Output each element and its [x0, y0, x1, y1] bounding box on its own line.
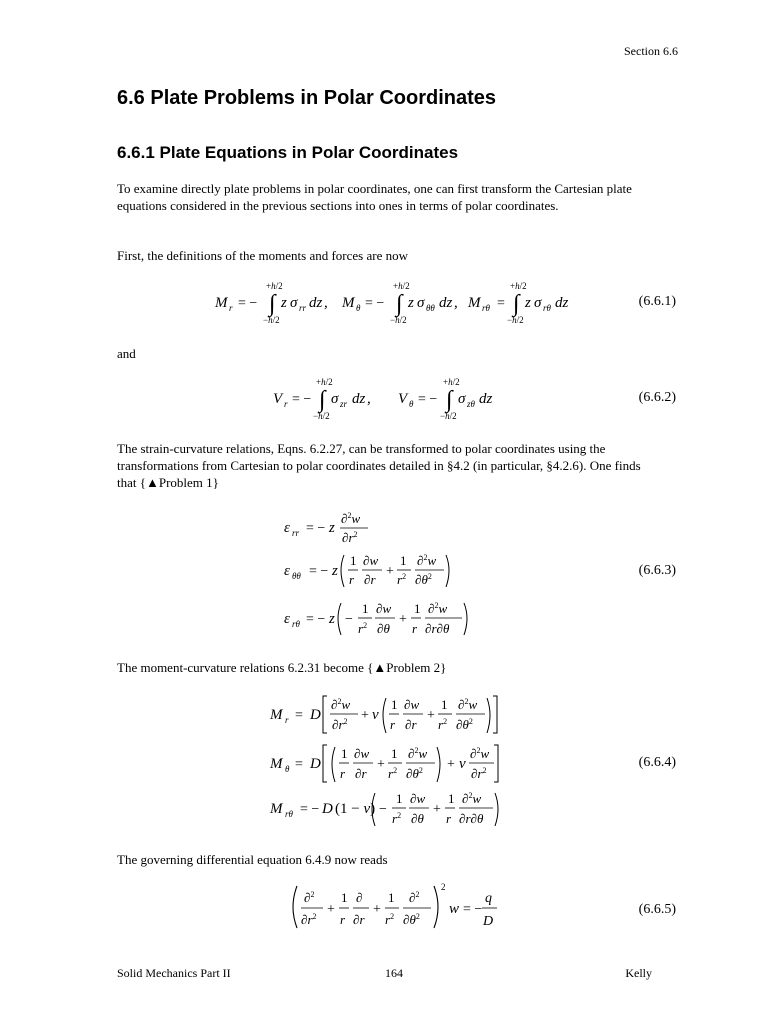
svg-text:V: V [398, 391, 408, 407]
svg-text:∫: ∫ [513, 291, 520, 317]
svg-text:∂r2: $\partial r^2$ [471, 766, 487, 781]
svg-text:1: 1 [350, 553, 357, 568]
svg-text:−: − [379, 802, 387, 817]
svg-text:∂r2: $\partial r^2$ [301, 912, 317, 927]
definitions-paragraph: First, the definitions of the moments and forces are now [117, 248, 408, 263]
svg-text:∂θ2: $\partial\theta^2$ [403, 912, 420, 927]
page-title: 6.6 Plate Problems in Polar Coordinates [117, 87, 497, 109]
svg-text:∂r2: $\partial r^2$ [342, 530, 358, 545]
governing-paragraph: The governing differential equation 6.4.9 now reads [117, 852, 388, 867]
svg-text:+h/2: +h/2 [510, 281, 527, 291]
svg-text:∂2w: ∂$^2$w [341, 511, 361, 526]
svg-text:r2: $r^2$ [392, 811, 402, 826]
svg-text:∂r: ∂r [405, 717, 417, 732]
svg-text:= −: = − [306, 612, 326, 627]
svg-text:ε: ε [284, 611, 290, 627]
svg-text:1: 1 [341, 890, 348, 905]
svg-text:∂r2: $\partial r^2$ [332, 717, 348, 732]
svg-text:∂w: ∂w [376, 601, 392, 616]
svg-text:,: , [324, 295, 328, 311]
intro-paragraph: To examine directly plate problems in polar coordinates, one can first transform the Cartesian plate equations considered in the previous sections into ones in terms of polar coordinates. [117, 181, 632, 213]
svg-text:1: 1 [341, 746, 348, 761]
svg-text:r: r [340, 766, 346, 781]
svg-text:r: r [285, 715, 289, 725]
svg-text:rr: rr [299, 303, 307, 313]
svg-text:ε: ε [284, 520, 290, 536]
svg-text:r2: $r^2$ [438, 717, 448, 732]
svg-text:∂: ∂ [356, 890, 363, 905]
svg-text:D: D [310, 707, 321, 723]
svg-text:1: 1 [396, 791, 403, 806]
svg-text:r2: $r^2$ [388, 766, 398, 781]
svg-text:+: + [386, 564, 394, 579]
moment-curvature-paragraph: The moment-curvature relations 6.2.31 become {▲Problem 2} [117, 660, 447, 675]
svg-text:∂2w: ∂$^2$w [331, 697, 351, 712]
svg-text:= −: = − [238, 296, 258, 311]
svg-text:r2: $r^2$ [358, 621, 368, 636]
svg-text:θ: θ [285, 764, 290, 774]
svg-text:∂2w: ∂$^2$w [408, 746, 428, 761]
svg-text:−h/2: −h/2 [440, 411, 457, 421]
svg-text:∂θ: ∂θ [377, 621, 390, 636]
svg-text:dz: dz [439, 295, 453, 311]
svg-text:=: = [497, 296, 505, 311]
equation-shear-forces [265, 374, 525, 424]
svg-text:M: M [270, 756, 283, 772]
svg-text:r: r [284, 399, 288, 409]
svg-text:M: M [468, 295, 481, 311]
svg-text:= −: = − [463, 902, 483, 917]
svg-text:= −: = − [292, 392, 312, 407]
svg-text:∂2w: ∂$^2$w [458, 697, 478, 712]
svg-text:= −: = − [365, 296, 385, 311]
svg-text:∂r: ∂r [353, 912, 365, 927]
subsection-title: 6.6.1 Plate Equations in Polar Coordinates [117, 143, 459, 162]
svg-text:∂2: ∂$^2$ [409, 890, 420, 905]
svg-text:D: D [322, 801, 333, 817]
svg-text:∂w: ∂w [363, 553, 379, 568]
svg-text:rθ: rθ [543, 303, 551, 313]
svg-text:1: 1 [414, 601, 421, 616]
svg-text:σ: σ [534, 295, 542, 311]
svg-text:rθ: rθ [285, 809, 293, 819]
svg-text:∂2w: ∂$^2$w [462, 791, 482, 806]
svg-text:ν: ν [372, 707, 379, 723]
svg-text:∫: ∫ [319, 387, 326, 413]
page-number: 164 [385, 966, 403, 980]
svg-text:rθ: rθ [292, 619, 300, 629]
svg-text:1: 1 [448, 791, 455, 806]
equation-number-3: (6.6.3) [638, 563, 676, 578]
svg-text:∂r: ∂r [364, 572, 376, 587]
svg-text:= −: = − [309, 564, 329, 579]
svg-text:r: r [390, 717, 396, 732]
svg-text:+: + [373, 902, 381, 917]
svg-text:M: M [270, 801, 283, 817]
equation-number-2: (6.6.2) [638, 390, 676, 405]
svg-text:1: 1 [391, 697, 398, 712]
svg-text:M: M [270, 707, 283, 723]
svg-text:+: + [433, 802, 441, 817]
equation-number-5: (6.6.5) [638, 902, 676, 917]
svg-text:θ: θ [356, 303, 361, 313]
svg-text:w: w [449, 901, 460, 917]
svg-text:,: , [367, 391, 371, 407]
equation-number-4: (6.6.4) [638, 755, 676, 770]
svg-text:1: 1 [388, 890, 395, 905]
svg-text:σ: σ [290, 295, 298, 311]
svg-text:dz: dz [352, 391, 366, 407]
svg-text:θ: θ [409, 399, 414, 409]
svg-text:D: D [310, 756, 321, 772]
svg-text:∂w: ∂w [404, 697, 420, 712]
svg-text:σ: σ [458, 391, 466, 407]
footer-left: Solid Mechanics Part II [117, 966, 231, 980]
equation-strain-curvature [278, 505, 478, 645]
svg-text:r: r [412, 621, 418, 636]
svg-text:=: = [295, 757, 303, 772]
svg-text:∂2: ∂$^2$ [304, 890, 315, 905]
svg-text:ε: ε [284, 563, 290, 579]
svg-text:rθ: rθ [482, 303, 490, 313]
svg-text:dz: dz [555, 295, 569, 311]
svg-text:∂r: ∂r [355, 766, 367, 781]
svg-text:M: M [342, 295, 355, 311]
svg-text:=: = [295, 708, 303, 723]
svg-text:r: r [229, 303, 233, 313]
svg-text:(1 − ν): (1 − ν) [335, 801, 376, 817]
svg-text:r2: $r^2$ [397, 572, 407, 587]
svg-text:= −: = − [300, 802, 320, 817]
and-text: and [117, 346, 136, 361]
equation-moment-curvature [265, 688, 515, 838]
svg-text:+: + [327, 902, 335, 917]
svg-text:∂θ2: $\partial\theta^2$ [406, 766, 423, 781]
svg-text:∂θ2: $\partial\theta^2$ [456, 717, 473, 732]
svg-text:zr: zr [340, 399, 348, 409]
svg-text:+h/2: +h/2 [393, 281, 410, 291]
svg-text:−h/2: −h/2 [263, 315, 280, 325]
svg-text:ν: ν [459, 756, 466, 772]
svg-text:1: 1 [391, 746, 398, 761]
svg-text:∂2w: ∂$^2$w [470, 746, 490, 761]
svg-text:∂r∂θ: ∂r∂θ [459, 811, 484, 826]
svg-text:V: V [273, 391, 283, 407]
svg-text:−h/2: −h/2 [313, 411, 330, 421]
svg-text:+: + [427, 708, 435, 723]
svg-text:+: + [447, 757, 455, 772]
svg-text:∂θ2: $\partial\theta^2$ [415, 572, 432, 587]
svg-text:= −: = − [418, 392, 438, 407]
svg-text:1: 1 [400, 553, 407, 568]
svg-text:z: z [408, 295, 414, 311]
svg-text:+: + [399, 612, 407, 627]
svg-text:+h/2: +h/2 [316, 377, 333, 387]
svg-text:+: + [361, 708, 369, 723]
svg-text:= −: = − [306, 521, 326, 536]
svg-text:1: 1 [362, 601, 369, 616]
equation-moments [205, 278, 585, 328]
svg-text:z: z [525, 295, 531, 311]
svg-text:∫: ∫ [269, 291, 276, 317]
svg-text:z: z [329, 611, 335, 627]
svg-text:∂w: ∂w [354, 746, 370, 761]
svg-text:z: z [281, 295, 287, 311]
svg-text:θθ: θθ [292, 571, 301, 581]
svg-text:+h/2: +h/2 [266, 281, 283, 291]
svg-text:r2: $r^2$ [385, 912, 395, 927]
svg-text:z: z [332, 563, 338, 579]
svg-text:∂θ: ∂θ [411, 811, 424, 826]
equation-number-1: (6.6.1) [638, 294, 676, 309]
svg-text:σ: σ [331, 391, 339, 407]
footer-right: Kelly [625, 966, 652, 980]
svg-text:M: M [215, 295, 228, 311]
svg-text:D: D [483, 914, 494, 929]
svg-text:z: z [329, 520, 335, 536]
svg-text:r: r [446, 811, 452, 826]
svg-text:−h/2: −h/2 [390, 315, 407, 325]
svg-text:+: + [377, 757, 385, 772]
svg-text:1: 1 [441, 697, 448, 712]
svg-text:∂w: ∂w [410, 791, 426, 806]
section-label: Section 6.6 [624, 44, 678, 58]
svg-text:rr: rr [292, 528, 300, 538]
svg-text:2: 2 [441, 882, 446, 892]
svg-text:zθ: zθ [467, 399, 475, 409]
svg-text:dz: dz [479, 391, 493, 407]
equation-governing [285, 880, 515, 935]
svg-text:∂2w: ∂$^2$w [417, 553, 437, 568]
svg-text:∫: ∫ [446, 387, 453, 413]
svg-text:q: q [485, 891, 492, 906]
strain-curvature-paragraph: The strain-curvature relations, Eqns. 6.2.27, can be transformed to polar coordinates using the transformations from Cartesian to polar coordinates detailed in §4.2 (in particular, §4.2.6). One finds that {▲Problem 1} [117, 441, 641, 490]
svg-text:θθ: θθ [426, 303, 435, 313]
svg-text:∂2w: ∂$^2$w [428, 601, 448, 616]
svg-text:,: , [454, 295, 458, 311]
svg-text:r: r [340, 912, 346, 927]
svg-text:σ: σ [417, 295, 425, 311]
svg-text:r: r [349, 572, 355, 587]
svg-text:−h/2: −h/2 [507, 315, 524, 325]
svg-text:−: − [345, 612, 353, 627]
svg-text:∂r∂θ: ∂r∂θ [425, 621, 450, 636]
svg-text:∫: ∫ [396, 291, 403, 317]
svg-text:dz: dz [309, 295, 323, 311]
svg-text:+h/2: +h/2 [443, 377, 460, 387]
